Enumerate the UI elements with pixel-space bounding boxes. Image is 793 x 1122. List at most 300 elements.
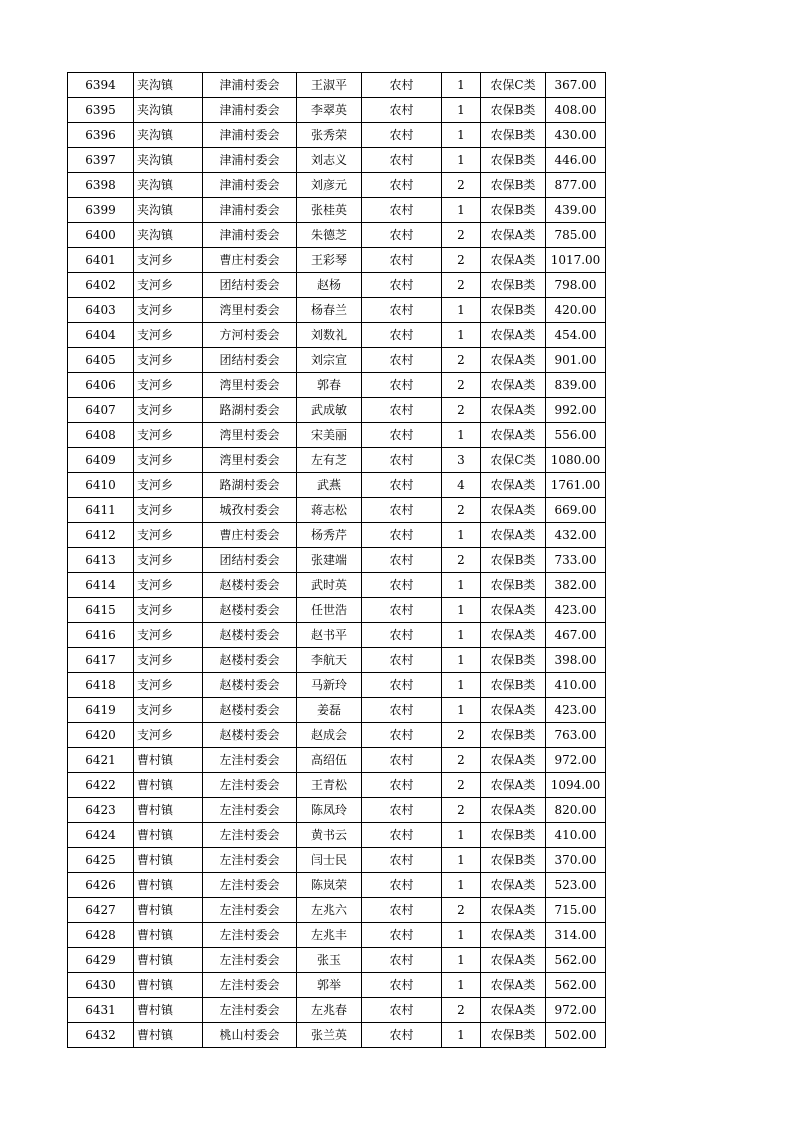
town-cell: 曹村镇 — [134, 873, 203, 898]
table-row — [68, 698, 606, 723]
village-committee-cell: 曹庄村委会 — [203, 248, 297, 273]
table-row — [68, 548, 606, 573]
amount-cell: 785.00 — [546, 223, 606, 248]
town-cell: 支河乡 — [134, 548, 203, 573]
household-type-cell: 农村 — [362, 823, 442, 848]
insurance-category-cell: 农保B类 — [481, 723, 546, 748]
person-name-cell: 宋美丽 — [297, 423, 362, 448]
record-id-cell: 6415 — [68, 598, 134, 623]
town-cell: 曹村镇 — [134, 798, 203, 823]
person-name-cell: 武成敏 — [297, 398, 362, 423]
person-name-cell: 朱德芝 — [297, 223, 362, 248]
person-name-cell: 刘数礼 — [297, 323, 362, 348]
insurance-category-cell: 农保A类 — [481, 223, 546, 248]
town-cell: 支河乡 — [134, 648, 203, 673]
household-type-cell: 农村 — [362, 498, 442, 523]
town-cell: 夹沟镇 — [134, 148, 203, 173]
person-name-cell: 杨秀芹 — [297, 523, 362, 548]
record-id-cell: 6427 — [68, 898, 134, 923]
insurance-category-cell: 农保A类 — [481, 598, 546, 623]
table-row — [68, 773, 606, 798]
person-count-cell: 1 — [442, 573, 481, 598]
amount-cell: 733.00 — [546, 548, 606, 573]
household-type-cell: 农村 — [362, 423, 442, 448]
person-name-cell: 左兆丰 — [297, 923, 362, 948]
table-row — [68, 723, 606, 748]
village-committee-cell: 湾里村委会 — [203, 448, 297, 473]
table-row — [68, 498, 606, 523]
household-type-cell: 农村 — [362, 698, 442, 723]
table-row — [68, 323, 606, 348]
household-type-cell: 农村 — [362, 948, 442, 973]
amount-cell: 523.00 — [546, 873, 606, 898]
insurance-category-cell: 农保A类 — [481, 973, 546, 998]
person-name-cell: 武时英 — [297, 573, 362, 598]
household-type-cell: 农村 — [362, 773, 442, 798]
person-count-cell: 1 — [442, 148, 481, 173]
town-cell: 曹村镇 — [134, 948, 203, 973]
town-cell: 支河乡 — [134, 523, 203, 548]
household-type-cell: 农村 — [362, 898, 442, 923]
amount-cell: 410.00 — [546, 673, 606, 698]
insurance-category-cell: 农保B类 — [481, 123, 546, 148]
person-count-cell: 1 — [442, 673, 481, 698]
table-row — [68, 873, 606, 898]
record-id-cell: 6423 — [68, 798, 134, 823]
household-type-cell: 农村 — [362, 523, 442, 548]
person-name-cell: 王彩琴 — [297, 248, 362, 273]
insurance-category-cell: 农保B类 — [481, 1023, 546, 1048]
record-id-cell: 6424 — [68, 823, 134, 848]
village-committee-cell: 赵楼村委会 — [203, 623, 297, 648]
person-count-cell: 1 — [442, 948, 481, 973]
village-committee-cell: 左洼村委会 — [203, 998, 297, 1023]
village-committee-cell: 左洼村委会 — [203, 848, 297, 873]
person-count-cell: 1 — [442, 523, 481, 548]
amount-cell: 446.00 — [546, 148, 606, 173]
insurance-category-cell: 农保C类 — [481, 73, 546, 98]
household-type-cell: 农村 — [362, 648, 442, 673]
town-cell: 支河乡 — [134, 448, 203, 473]
person-name-cell: 郭举 — [297, 973, 362, 998]
village-committee-cell: 左洼村委会 — [203, 973, 297, 998]
person-name-cell: 李航天 — [297, 648, 362, 673]
household-type-cell: 农村 — [362, 973, 442, 998]
town-cell: 夹沟镇 — [134, 223, 203, 248]
household-type-cell: 农村 — [362, 623, 442, 648]
household-type-cell: 农村 — [362, 573, 442, 598]
person-name-cell: 郭春 — [297, 373, 362, 398]
town-cell: 夹沟镇 — [134, 123, 203, 148]
person-count-cell: 1 — [442, 698, 481, 723]
person-count-cell: 2 — [442, 173, 481, 198]
household-type-cell: 农村 — [362, 73, 442, 98]
table-row — [68, 148, 606, 173]
table-row — [68, 98, 606, 123]
town-cell: 夹沟镇 — [134, 198, 203, 223]
person-count-cell: 1 — [442, 923, 481, 948]
person-name-cell: 左兆六 — [297, 898, 362, 923]
household-type-cell: 农村 — [362, 398, 442, 423]
record-id-cell: 6410 — [68, 473, 134, 498]
table-row — [68, 248, 606, 273]
table-row — [68, 598, 606, 623]
insurance-category-cell: 农保B类 — [481, 648, 546, 673]
person-name-cell: 闫士民 — [297, 848, 362, 873]
table-row — [68, 948, 606, 973]
village-committee-cell: 团结村委会 — [203, 273, 297, 298]
person-count-cell: 1 — [442, 823, 481, 848]
insurance-category-cell: 农保A类 — [481, 873, 546, 898]
amount-cell: 467.00 — [546, 623, 606, 648]
amount-cell: 763.00 — [546, 723, 606, 748]
table-row — [68, 198, 606, 223]
insurance-category-cell: 农保A类 — [481, 798, 546, 823]
person-count-cell: 2 — [442, 223, 481, 248]
town-cell: 支河乡 — [134, 248, 203, 273]
person-name-cell: 武燕 — [297, 473, 362, 498]
person-count-cell: 2 — [442, 773, 481, 798]
village-committee-cell: 津浦村委会 — [203, 223, 297, 248]
person-name-cell: 张建端 — [297, 548, 362, 573]
record-id-cell: 6398 — [68, 173, 134, 198]
table-row — [68, 273, 606, 298]
amount-cell: 972.00 — [546, 998, 606, 1023]
town-cell: 支河乡 — [134, 423, 203, 448]
person-name-cell: 刘彦元 — [297, 173, 362, 198]
record-id-cell: 6420 — [68, 723, 134, 748]
insurance-category-cell: 农保A类 — [481, 748, 546, 773]
insurance-category-cell: 农保B类 — [481, 198, 546, 223]
person-count-cell: 1 — [442, 1023, 481, 1048]
village-committee-cell: 赵楼村委会 — [203, 573, 297, 598]
village-committee-cell: 桃山村委会 — [203, 1023, 297, 1048]
record-id-cell: 6425 — [68, 848, 134, 873]
person-count-cell: 2 — [442, 348, 481, 373]
table-row — [68, 998, 606, 1023]
record-id-cell: 6414 — [68, 573, 134, 598]
town-cell: 夹沟镇 — [134, 73, 203, 98]
person-count-cell: 2 — [442, 248, 481, 273]
household-type-cell: 农村 — [362, 1023, 442, 1048]
household-type-cell: 农村 — [362, 248, 442, 273]
village-committee-cell: 赵楼村委会 — [203, 698, 297, 723]
village-committee-cell: 湾里村委会 — [203, 298, 297, 323]
household-type-cell: 农村 — [362, 173, 442, 198]
person-count-cell: 1 — [442, 423, 481, 448]
table-row — [68, 673, 606, 698]
person-count-cell: 1 — [442, 873, 481, 898]
insurance-category-cell: 农保A类 — [481, 923, 546, 948]
insurance-category-cell: 农保C类 — [481, 448, 546, 473]
person-name-cell: 赵成会 — [297, 723, 362, 748]
insurance-category-cell: 农保A类 — [481, 423, 546, 448]
record-id-cell: 6411 — [68, 498, 134, 523]
amount-cell: 1080.00 — [546, 448, 606, 473]
person-count-cell: 1 — [442, 973, 481, 998]
amount-cell: 382.00 — [546, 573, 606, 598]
person-count-cell: 1 — [442, 323, 481, 348]
town-cell: 支河乡 — [134, 673, 203, 698]
village-committee-cell: 津浦村委会 — [203, 98, 297, 123]
record-id-cell: 6413 — [68, 548, 134, 573]
record-id-cell: 6432 — [68, 1023, 134, 1048]
person-count-cell: 1 — [442, 123, 481, 148]
household-type-cell: 农村 — [362, 848, 442, 873]
town-cell: 支河乡 — [134, 498, 203, 523]
village-committee-cell: 曹庄村委会 — [203, 523, 297, 548]
town-cell: 支河乡 — [134, 323, 203, 348]
person-name-cell: 左兆春 — [297, 998, 362, 1023]
table-row — [68, 473, 606, 498]
insurance-category-cell: 农保A类 — [481, 948, 546, 973]
insurance-category-cell: 农保A类 — [481, 473, 546, 498]
person-count-cell: 2 — [442, 748, 481, 773]
town-cell: 支河乡 — [134, 398, 203, 423]
insurance-category-cell: 农保A类 — [481, 323, 546, 348]
person-count-cell: 1 — [442, 598, 481, 623]
insurance-category-cell: 农保A类 — [481, 998, 546, 1023]
town-cell: 支河乡 — [134, 373, 203, 398]
person-name-cell: 王青松 — [297, 773, 362, 798]
amount-cell: 820.00 — [546, 798, 606, 823]
table-row — [68, 748, 606, 773]
household-type-cell: 农村 — [362, 198, 442, 223]
village-committee-cell: 左洼村委会 — [203, 898, 297, 923]
record-id-cell: 6400 — [68, 223, 134, 248]
record-id-cell: 6395 — [68, 98, 134, 123]
record-id-cell: 6431 — [68, 998, 134, 1023]
record-id-cell: 6430 — [68, 973, 134, 998]
insurance-category-cell: 农保A类 — [481, 498, 546, 523]
person-name-cell: 张桂英 — [297, 198, 362, 223]
amount-cell: 314.00 — [546, 923, 606, 948]
household-type-cell: 农村 — [362, 548, 442, 573]
household-type-cell: 农村 — [362, 748, 442, 773]
record-id-cell: 6397 — [68, 148, 134, 173]
town-cell: 曹村镇 — [134, 1023, 203, 1048]
household-type-cell: 农村 — [362, 348, 442, 373]
person-name-cell: 张秀荣 — [297, 123, 362, 148]
household-type-cell: 农村 — [362, 448, 442, 473]
amount-cell: 556.00 — [546, 423, 606, 448]
town-cell: 曹村镇 — [134, 923, 203, 948]
person-count-cell: 2 — [442, 273, 481, 298]
person-name-cell: 赵书平 — [297, 623, 362, 648]
town-cell: 支河乡 — [134, 573, 203, 598]
household-type-cell: 农村 — [362, 998, 442, 1023]
amount-cell: 423.00 — [546, 598, 606, 623]
person-name-cell: 赵杨 — [297, 273, 362, 298]
village-committee-cell: 左洼村委会 — [203, 798, 297, 823]
town-cell: 支河乡 — [134, 273, 203, 298]
person-count-cell: 2 — [442, 548, 481, 573]
insurance-category-cell: 农保B类 — [481, 148, 546, 173]
village-committee-cell: 津浦村委会 — [203, 73, 297, 98]
amount-cell: 454.00 — [546, 323, 606, 348]
household-type-cell: 农村 — [362, 673, 442, 698]
village-committee-cell: 湾里村委会 — [203, 373, 297, 398]
table-row — [68, 73, 606, 98]
village-committee-cell: 路湖村委会 — [203, 398, 297, 423]
insurance-category-cell: 农保B类 — [481, 848, 546, 873]
household-type-cell: 农村 — [362, 298, 442, 323]
insurance-category-cell: 农保A类 — [481, 248, 546, 273]
record-id-cell: 6401 — [68, 248, 134, 273]
village-committee-cell: 左洼村委会 — [203, 773, 297, 798]
village-committee-cell: 湾里村委会 — [203, 423, 297, 448]
insurance-category-cell: 农保A类 — [481, 348, 546, 373]
person-name-cell: 刘宗宣 — [297, 348, 362, 373]
insurance-category-cell: 农保A类 — [481, 373, 546, 398]
town-cell: 夹沟镇 — [134, 173, 203, 198]
table-row — [68, 1023, 606, 1048]
record-id-cell: 6402 — [68, 273, 134, 298]
household-type-cell: 农村 — [362, 223, 442, 248]
person-name-cell: 姜磊 — [297, 698, 362, 723]
record-id-cell: 6416 — [68, 623, 134, 648]
person-count-cell: 2 — [442, 998, 481, 1023]
table-row — [68, 923, 606, 948]
village-committee-cell: 左洼村委会 — [203, 823, 297, 848]
insurance-category-cell: 农保B类 — [481, 823, 546, 848]
insurance-category-cell: 农保A类 — [481, 698, 546, 723]
town-cell: 支河乡 — [134, 598, 203, 623]
table-row — [68, 123, 606, 148]
amount-cell: 877.00 — [546, 173, 606, 198]
person-count-cell: 1 — [442, 73, 481, 98]
town-cell: 曹村镇 — [134, 898, 203, 923]
household-type-cell: 农村 — [362, 923, 442, 948]
person-count-cell: 3 — [442, 448, 481, 473]
village-committee-cell: 路湖村委会 — [203, 473, 297, 498]
town-cell: 曹村镇 — [134, 823, 203, 848]
person-name-cell: 李翠英 — [297, 98, 362, 123]
person-name-cell: 任世浩 — [297, 598, 362, 623]
record-id-cell: 6399 — [68, 198, 134, 223]
amount-cell: 972.00 — [546, 748, 606, 773]
amount-cell: 839.00 — [546, 373, 606, 398]
person-count-cell: 1 — [442, 623, 481, 648]
insurance-category-cell: 农保B类 — [481, 548, 546, 573]
amount-cell: 439.00 — [546, 198, 606, 223]
person-name-cell: 杨春兰 — [297, 298, 362, 323]
record-id-cell: 6429 — [68, 948, 134, 973]
record-id-cell: 6409 — [68, 448, 134, 473]
table-row — [68, 823, 606, 848]
insurance-category-cell: 农保A类 — [481, 398, 546, 423]
town-cell: 支河乡 — [134, 698, 203, 723]
record-id-cell: 6412 — [68, 523, 134, 548]
person-name-cell: 张玉 — [297, 948, 362, 973]
amount-cell: 367.00 — [546, 73, 606, 98]
household-type-cell: 农村 — [362, 798, 442, 823]
amount-cell: 502.00 — [546, 1023, 606, 1048]
town-cell: 夹沟镇 — [134, 98, 203, 123]
record-id-cell: 6422 — [68, 773, 134, 798]
household-type-cell: 农村 — [362, 473, 442, 498]
person-name-cell: 左有芝 — [297, 448, 362, 473]
record-id-cell: 6404 — [68, 323, 134, 348]
record-id-cell: 6419 — [68, 698, 134, 723]
village-committee-cell: 赵楼村委会 — [203, 723, 297, 748]
person-count-cell: 2 — [442, 798, 481, 823]
person-count-cell: 1 — [442, 298, 481, 323]
household-type-cell: 农村 — [362, 323, 442, 348]
insurance-category-cell: 农保B类 — [481, 98, 546, 123]
village-committee-cell: 左洼村委会 — [203, 948, 297, 973]
table-row — [68, 398, 606, 423]
records-table — [67, 72, 606, 1048]
record-id-cell: 6408 — [68, 423, 134, 448]
amount-cell: 410.00 — [546, 823, 606, 848]
village-committee-cell: 赵楼村委会 — [203, 673, 297, 698]
town-cell: 曹村镇 — [134, 773, 203, 798]
amount-cell: 408.00 — [546, 98, 606, 123]
person-count-cell: 2 — [442, 898, 481, 923]
household-type-cell: 农村 — [362, 123, 442, 148]
amount-cell: 423.00 — [546, 698, 606, 723]
record-id-cell: 6406 — [68, 373, 134, 398]
record-id-cell: 6407 — [68, 398, 134, 423]
amount-cell: 992.00 — [546, 398, 606, 423]
table-row — [68, 348, 606, 373]
village-committee-cell: 团结村委会 — [203, 348, 297, 373]
table-row — [68, 423, 606, 448]
person-name-cell: 陈岚荣 — [297, 873, 362, 898]
person-name-cell: 张兰英 — [297, 1023, 362, 1048]
village-committee-cell: 津浦村委会 — [203, 198, 297, 223]
insurance-category-cell: 农保A类 — [481, 623, 546, 648]
record-id-cell: 6426 — [68, 873, 134, 898]
record-id-cell: 6396 — [68, 123, 134, 148]
town-cell: 支河乡 — [134, 473, 203, 498]
table-row — [68, 898, 606, 923]
table-row — [68, 448, 606, 473]
insurance-category-cell: 农保A类 — [481, 898, 546, 923]
table-row — [68, 523, 606, 548]
household-type-cell: 农村 — [362, 148, 442, 173]
table-row — [68, 223, 606, 248]
insurance-category-cell: 农保A类 — [481, 523, 546, 548]
person-count-cell: 2 — [442, 498, 481, 523]
amount-cell: 432.00 — [546, 523, 606, 548]
records-table-body — [68, 73, 606, 1048]
record-id-cell: 6428 — [68, 923, 134, 948]
town-cell: 支河乡 — [134, 623, 203, 648]
person-name-cell: 蒋志松 — [297, 498, 362, 523]
village-committee-cell: 城孜村委会 — [203, 498, 297, 523]
table-row — [68, 623, 606, 648]
person-name-cell: 马新玲 — [297, 673, 362, 698]
insurance-category-cell: 农保B类 — [481, 573, 546, 598]
person-count-cell: 2 — [442, 398, 481, 423]
village-committee-cell: 赵楼村委会 — [203, 648, 297, 673]
table-row — [68, 373, 606, 398]
village-committee-cell: 津浦村委会 — [203, 173, 297, 198]
amount-cell: 715.00 — [546, 898, 606, 923]
insurance-category-cell: 农保B类 — [481, 273, 546, 298]
village-committee-cell: 左洼村委会 — [203, 923, 297, 948]
amount-cell: 430.00 — [546, 123, 606, 148]
amount-cell: 669.00 — [546, 498, 606, 523]
household-type-cell: 农村 — [362, 723, 442, 748]
table-row — [68, 298, 606, 323]
amount-cell: 420.00 — [546, 298, 606, 323]
insurance-category-cell: 农保B类 — [481, 673, 546, 698]
person-count-cell: 2 — [442, 723, 481, 748]
person-count-cell: 1 — [442, 98, 481, 123]
